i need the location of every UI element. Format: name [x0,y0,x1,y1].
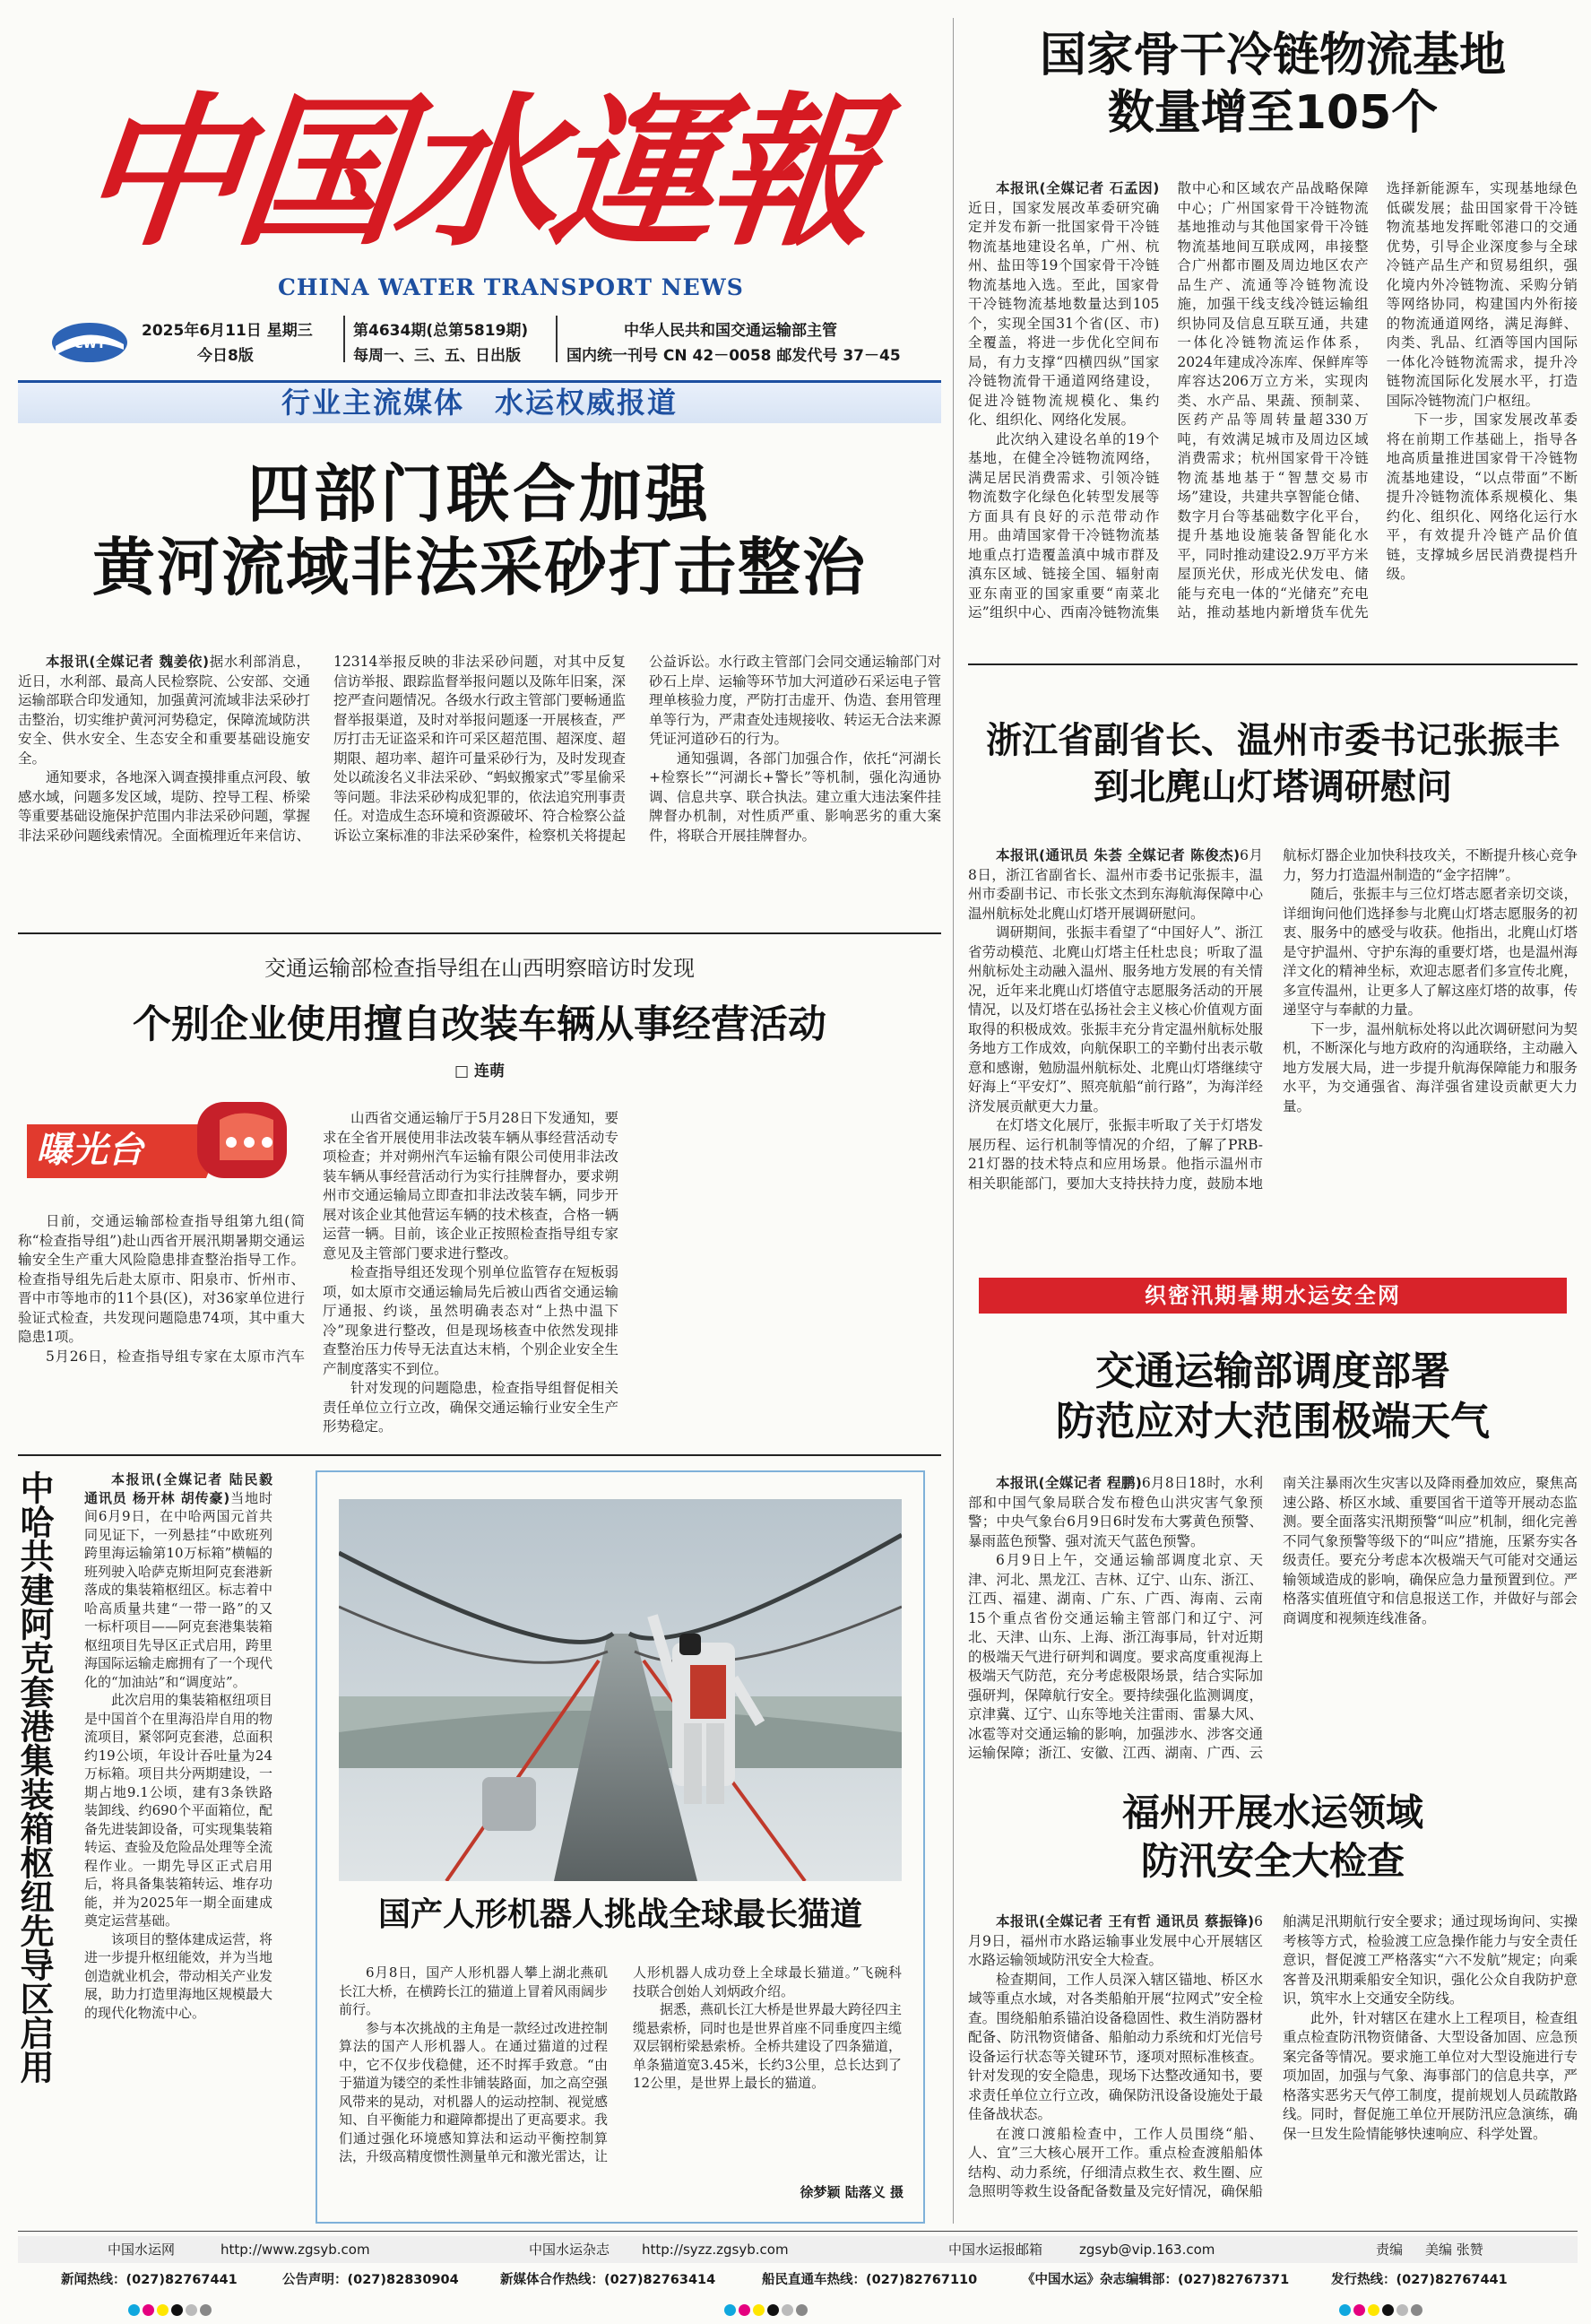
masthead [18,18,941,439]
article-sand [18,457,941,906]
article-body: 本报讯(全媒记者 王有哲 通讯员 蔡振锋)6月9日，福州市水路运输事业发展中心开展辖区水路运输领域防汛安全大检查。 检查期间，工作人员深入辖区锚地、桥区水域等重点水域，对各类船舶开展“拉网式”安全检查。围绕船舶系锚泊设备稳固性、救生消防器材配备、防汛物资储备、船舶动力系统和灯光信号设备运行状态等关键环节，逐项对照标准核查。针对发现的安全隐患，现场下达整改通知书，要求责任单位立行立改，确保防汛设备设施处于最佳备战状态。 在渡口渡船检查中，工作人员围绕“船、人、宜”三大核心展开工作。重点检查渡船船体结构、动力系统，仔细清点救生衣、救生圈、应急照明等救生设备配备数量及完好情况，确保船舶满足汛期航行安全要求；通过现场询问、实操考核等方式，检验渡工应急操作能力与安全责任意识，督促渡工严格落实“六不发航”规定；向乘客普及汛期乘船安全知识，强化公众自我防护意识，筑牢水上交通安全防线。 此外，针对辖区在建水上工程项目，检查组重点检查防汛物资储备、大型设备加固、应急预案完备等情况。要求施工单位对大型设施进行专项加固，加强与气象、海事部门的信息共享，严格落实恶劣天气停工制度，提前规划人员疏散路线。同时，督促施工单位开展防汛应急演练，确保一旦发生险情能够快速响应、科学处置。 [968,1913,1578,2199]
section-banner: 织密汛期暑期水运安全网 [979,1278,1567,1314]
footer-mail[interactable]: zgsyb@vip.163.com [1079,2242,1215,2258]
footer-row-1 [18,2236,1578,2263]
byline: 本报讯(通讯员 朱荟 全媒记者 陈俊杰) [996,847,1241,863]
photo-credit: 徐梦颖 陆落义 摄 [800,2184,904,2200]
masthead-title: 中国水運報 [70,76,880,268]
article-body: 本报讯(全媒记者 陆民毅 通讯员 杨开林 胡传豪)当地时间6月9日，在中哈两国元首共同见证下，一列悬挂“中欧班列跨里海运输第10万标箱”横幅的班列驶入哈萨克斯坦阿克套港新落成的集装箱枢纽区。标志着中哈高质量共建“一带一路”的又一标杆项目——阿克套港集装箱枢纽项目先导区正式启用，跨里海国际运输走廊拥有了一个现代化的“加油站”和“调度站”。 此次启用的集装箱枢纽项目是中国首个在里海沿岸自用的物流项目，紧邻阿克套港，总面积约19公顷，年设计吞吐量为24万标箱。项目共分两期建设，一期占地9.1公顷，建有3条铁路装卸线、约690个平面箱位，配备先进装卸设备，可实现集装箱转运、查验及危险品处理等全流程作业。一期先导区正式启用后，将具备集装箱转运、堆存功能，并为2025年一期全面建成奠定运营基础。 该项目的整体建成运营，将进一步提升枢纽能效，并为当地创造就业机会，带动相关产业发展，助力打造里海地区规模最大的现代化物流中心。 [84,1471,273,2021]
headline: 交通运输部调度部署 [1095,1348,1450,1394]
cwt-logo [48,316,131,368]
footer-site-url[interactable]: http://www.zgsyb.com [220,2242,370,2258]
robot-photo [339,1499,902,1881]
logo-text: CWT [73,337,106,351]
footer-editor: 美编 张赞 [1425,2242,1483,2258]
exposure-badge [18,1097,305,1187]
footer-mag-label: 中国水运杂志 [529,2242,610,2258]
article-body: 本报讯(全媒记者 程鹏)6月8日18时，水利部和中国气象局联合发布橙色山洪灾害气象预警；中央气象台6月9日6时发布大雾黄色预警、暴雨蓝色预警、强对流天气蓝色预警。 6月9日上午，交通运输部调度北京、天津、河北、黑龙江、吉林、辽宁、山东、浙江、江西、福建、湖南、广东、广西、海南、云南15个重点省份交通运输主管部门和辽宁、河北、天津、山东、上海、浙江海事局，针对近期的极端天气进行研判和调度。要求高度重视海上极端天气防范，充分考虑极限场景，结合实际加强研判，保障航行安全。要持续强化监测调度，京津冀、辽宁、山东等地关注雷雨、雷暴大风、冰雹等对交通运输的影响，加强涉水、涉客交通运输保障；浙江、安徽、江西、湖南、广西、云南关注暴雨次生灾害以及降雨叠加效应，聚焦高速公路、桥区水域、重要国省干道等开展动态监测。要全面落实汛期预警“叫应”机制，细化完善不同气象预警等级下的“叫应”措施，压紧夯实各级责任。要充分考虑本次极端天气可能对交通运输领域造成的影响，确保应急力量预置到位。严格落实值班值守和信息报送工作，并做好与部会商调度和视频连线准备。 [968,1475,1578,1761]
footer-site-label: 中国水运网 [108,2242,176,2258]
color-registration-left [128,2302,214,2320]
article-body: 本报讯(通讯员 朱荟 全媒记者 陈俊杰)6月8日，浙江省副省长、温州市委书记张振丰，温州市委副书记、市长张文杰到东海航海保障中心温州航标处北麂山灯塔开展调研慰问。 调研期间，张振丰看望了“中国好人”、浙江省劳动模范、北麂山灯塔主任杜忠良；听取了温州航标处主动融入温州、服务地方发展的有关情况，近年来北麂山灯塔值守志愿服务活动的开展情况，以及灯塔在弘扬社会主义核心价值观方面取得的积极成效。张振丰充分肯定温州航标处服务地方工作成效，向航保职工的辛勤付出表示敬意和感谢，勉励温州航标处、北麂山灯塔继续守好海上“平安灯”、照亮航船“前行路”，为海洋经济发展贡献更大力量。 在灯塔文化展厅，张振丰听取了关于灯塔发展历程、运行机制等情况的介绍，了解了PRB-21灯器的技术特点和应用场景。他指示温州市相关职能部门，要加大支持扶持力度，鼓励本地航标灯器企业加快科技攻关，不断提升核心竞争力，努力打造温州制造的“金字招牌”。 随后，张振丰与三位灯塔志愿者亲切交谈，详细询问他们选择参与北麂山灯塔志愿服务的初衷、服务中的感受与收获。他指出，北麂山灯塔是守护温州、守护东海的重要灯塔，也是温州海洋文化的精神坐标，欢迎志愿者们多宣传北麂，多宣传温州，让更多人了解这座灯塔的故事，传递坚守与奉献的力量。 下一步，温州航标处将以此次调研慰问为契机，不断深化与地方政府的沟通联络，主动融入地方发展大局，进一步提升航海保障能力和服务水平，为交通强省、海洋强省建设贡献更大力量。 [968,847,1578,1192]
byline: 本报讯(全媒记者 程鹏) [996,1475,1142,1491]
headline: 四部门联合加强 [247,457,712,531]
article-vehicles [18,952,941,1454]
headline: 福州开展水运领域 [1121,1791,1423,1834]
headline: 防汛安全大检查 [1140,1839,1405,1883]
footer [0,2231,1591,2324]
headline: 防范应对大范围极端天气 [1056,1399,1490,1444]
article-aktau [14,1470,305,2224]
article-body: 本报讯(全媒记者 石孟因)近日，国家发展改革委研究确定并发布新一批国家骨干冷链物流基地建设名单，广州、杭州、盐田等19个国家骨干冷链物流基地入选。至此，国家骨干冷链物流基地数量达到105个，实现全国31个省(区、市)全覆盖，将进一步优化空间布局，有力支撑“四横四纵”国家冷链物流骨干通道网络建设，促进冷链物流规模化、集约化、组织化、网络化发展。 此次纳入建设名单的19个基地，在健全冷链物流网络，满足居民消费需求、引领冷链物流数字化绿色化转型发展等方面具有良好的示范带动作用。曲靖国家骨干冷链物流基地重点打造覆盖滇中城市群及滇东区域、链接全国、辐射南亚东南亚的国家重要“南菜北运”组织中心、西南冷链物流集散中心和区域农产品战略保障中心；广州国家骨干冷链物流基地推动与其他国家骨干冷链物流基地间互联成网，串接整合广州都市圈及周边地区农产品生产、流通等冷链物流设施，加强干线支线冷链运输组织协同及信息互联互通，共建一体化冷链物流运作体系，2024年建成冷冻库、保鲜库等库容达206万立方米，实现肉类、水产品、果蔬、预制菜、医药产品等周转量超330万吨，有效满足城市及周边区域消费需求；杭州国家骨干冷链物流基地基于“智慧交易市场”建设，共建共享智能仓储、数字月台等基础数字化平台，提升基地设施装备智能化水平，同时推动建设2.9万平方米屋顶光伏，形成光伏发电、储能与充电一体的“光储充”充电站，推动基地内新增货车优先选择新能源车，实现基地绿色低碳发展；盐田国家骨干冷链物流基地发挥毗邻港口的交通优势，引导企业深度参与全球冷链产品生产和贸易组织，强化境内外冷链物流、采购分销等网络协同，构建国内外衔接的物流通道网络，满足海鲜、肉类、乳品、红酒等国内国际一体化冷链物流需求，提升冷链物流国际化发展水平，打造国际冷链物流门户枢纽。 下一步，国家发展改革委将在前期工作基础上，指导各地高质量推进国家骨干冷链物流基地建设，“以点带面”不断提升冷链物流体系规模化、集约化、组织化、网络化运行水平，有效提升冷链产品价值链，支撑城乡居民消费提档升级。 [968,180,1578,620]
slogan-bar [18,380,941,423]
headline: 浙江省副省长、温州市委书记张振丰 [986,720,1560,761]
footer-media: 新媒体合作热线：(027)82763414 [500,2273,716,2287]
article-fuzhou [968,1789,1578,2219]
byline: 本报讯(全媒记者 陆民毅 通讯员 杨开林 胡传豪) [84,1471,272,1506]
masthead-english: CHINA WATER TRANSPORT NEWS [278,274,744,300]
headline: 个别企业使用擅自改装车辆从事经营活动 [133,1002,826,1047]
masthead-date: 2025年6月11日 星期三 [142,322,313,340]
headline: 中哈共建阿克套港集装箱枢纽先导区启用 [14,1470,54,2084]
masthead-sponsor: 中华人民共和国交通运输部主管 [624,322,837,340]
article-cold-chain [968,27,1578,655]
article-weather [968,1347,1578,1777]
footer-hotline: 新闻热线：(027)82767441 [61,2273,238,2287]
article-wenzhou [968,717,1578,1228]
masthead-issue: 第4634期(总第5819期) [353,322,529,340]
footer-notice: 公告声明：(027)82830904 [282,2273,459,2287]
footer-editor-label: 责编 [1376,2242,1404,2258]
masthead-edition: 今日8版 [197,347,254,365]
color-registration-right [1339,2302,1425,2320]
headline: 国产人形机器人挑战全球最长猫道 [377,1896,862,1933]
article-body-col1: 日前，交通运输部检查指导组第九组(简称“检查指导组”)赴山西省开展汛期暑期交通运输安全生产重大风险隐患排查整治指导工作。检查指导组先后赴太原市、阳泉市、忻州市、晋中市等地市的11个县(区)，对36家单位进行验证式检查，共发现问题隐患74项，其中重大隐患1项。 5月26日，检查指导组专家在太原市汽车 [18,1213,305,1365]
author: □ 连萌 [454,1062,505,1080]
footer-mag-url[interactable]: http://syzz.zgsyb.com [642,2242,789,2258]
footer-mail-label: 中国水运报邮箱 [948,2242,1043,2258]
article-robot [316,1470,925,2224]
footer-magazine: 《中国水运》杂志编辑部：(027)82767371 [1022,2273,1290,2287]
byline: 本报讯(全媒记者 魏姜依) [46,654,210,670]
headline: 到北麂山灯塔调研慰问 [1094,767,1452,808]
footer-boatman: 船民直通车热线：(027)82767110 [762,2273,978,2287]
footer-row-2 [18,2268,1578,2292]
masthead-code: 国内统一刊号 CN 42－0058 邮发代号 37－45 [566,347,901,365]
article-body-cols: 山西省交通运输厅于5月28日下发通知，要求在全省开展使用非法改装车辆从事经营活动专项检查；并对朔州汽车运输有限公司使用非法改装车辆从事经营活动行为实行挂牌督办，要求朔州市交通运输局立即查扣非法改装车辆，同步开展对该企业其他营运车辆的技术核查，合格一辆运营一辆。目前，该企业正按照检查指导组专家意见及主管部门要求进行整改。 检查指导组还发现个别单位监管存在短板弱项，如太原市交通运输局先后被山西省交通运输厅通报、约谈，虽然明确表态对“上热中温下冷”现象进行整改，但是现场核查中依然发现排查整治压力传导无法直达末梢，个别企业安全生产制度落实不到位。 针对发现的问题隐患，检查指导组督促相关责任单位立行立改，确保交通运输行业安全生产形势稳定。 [323,1110,618,1435]
color-registration-center [724,2302,810,2320]
slogan: 行业主流媒体 水运权威报道 [281,386,678,420]
byline: 本报讯(全媒记者 王有哲 通讯员 蔡振锋) [996,1913,1255,1929]
headline: 数量增至105个 [1107,86,1439,140]
kicker: 交通运输部检查指导组在山西明察暗访时发现 [264,956,695,981]
article-body: 6月8日，国产人形机器人攀上湖北燕矶长江大桥，在横跨长江的猫道上冒着风雨阔步前行。 参与本次挑战的主角是一款经过改进控制算法的国产人形机器人。在通过猫道的过程中，它不仅步伐稳健，还不时挥手致意。“由于猫道为镂空的柔性非铺装路面，加之高空强风带来的晃动，对机器人的运动控制、视觉感知、自平衡能力和避障都提出了更高要求。我们通过强化环境感知算法和运动平衡控制算法，升级高精度惯性测量单元和激光雷达，让人形机器人成功登上全球最长猫道。”飞碗科技联合创始人刘炳政介绍。 据悉，燕矶长江大桥是世界最大跨径四主缆悬索桥，同时也是世界首座不同垂度四主缆双层钢桁梁悬索桥。全桥共建设了四条猫道，单条猫道宽3.45米，长约3公里，总长达到了12公里，是世界上最长的猫道。 [339,1964,903,2164]
masthead-schedule: 每周一、三、五、日出版 [353,347,521,365]
badge-label: 曝光台 [36,1130,143,1171]
headline: 黄河流域非法采砂打击整治 [92,531,867,604]
headline: 国家骨干冷链物流基地 [1039,29,1506,82]
footer-distribution: 发行热线：(027)82767441 [1331,2273,1508,2287]
byline: 本报讯(全媒记者 石孟因) [996,180,1160,196]
article-body: 本报讯(全媒记者 魏姜依)据水利部消息，近日，水利部、最高人民检察院、公安部、交通运输部联合印发通知，加强黄河流域非法采砂打击整治，切实维护黄河河势稳定，保障流域防洪安全、供水安全、生态安全和重要基础设施安全。 通知要求，各地深入调查摸排重点河段、敏感水域，问题多发区域，堤防、控导工程、桥梁等重要基础设施保护范围内非法采砂问题，掌握非法采砂问题线索情况。全面梳理近年来信访、12314举报反映的非法采砂问题，对其中反复信访举报、跟踪监督举报问题以及陈年旧案，深挖严查问题情况。各级水行政主管部门要畅通监督举报渠道，及时对举报问题逐一开展核查，严厉打击无证盗采和许可采区超范围、超深度、超期限、超功率、超许可量采砂行为，及时发现查处以疏浚名义非法采砂、“蚂蚁搬家式”零星偷采等问题。非法采砂构成犯罪的，依法追究刑事责任。对造成生态环境和资源破坏、符合检察公益诉讼立案标准的非法采砂案件，检察机关将提起公益诉讼。水行政主管部门会同交通运输部门对砂石上岸、运输等环节加大河道砂石采运电子管理单核验力度，严防打击虚开、伪造、套用管理单等行为，严肃查处违规接收、转运无合法来源凭证河道砂石的行为。 通知强调，各部门加强合作，依托“河湖长+检察长”“河湖长+警长”等机制，强化沟通协调、信息共享、联合执法。建立重大违法案件挂牌督办机制，对性质严重、影响恶劣的重大案件，将联合开展挂牌督办。 [18,654,941,844]
